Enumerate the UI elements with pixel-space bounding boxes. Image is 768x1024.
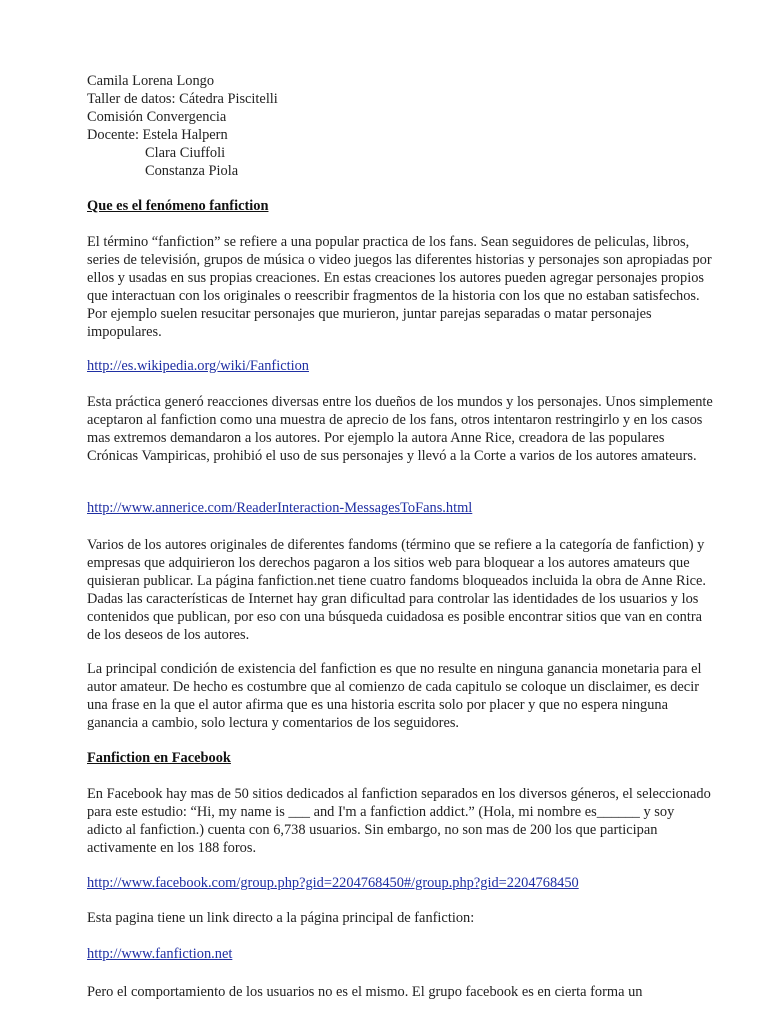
section-heading: Que es el fenómeno fanfiction	[87, 198, 269, 214]
paragraph	[73, 394, 713, 466]
paragraph-text: El término “fanfiction” se refiere a una popular practica de los fans. Sean seguidores de peliculas, libros, series de televisión, grupos de música o video juegos las diferentes historias y personajes son apropiadas por ellos y usadas en sus propias creaciones. En estas creaciones los autores pueden agregar personajes propios que interactuan con los originales o reescribir fragmentos de la historia con los que no estaban satisfechos. Por ejemplo suelen resucitar personajes que murieron, juntar parejas separadas o matar personajes impopulares.	[87, 234, 712, 340]
teacher-line: Clara Ciuffoli	[145, 144, 226, 161]
paragraph	[73, 537, 713, 644]
paragraph	[73, 234, 713, 341]
teacher-line: Constanza Piola	[145, 162, 239, 179]
paragraph-text: En Facebook hay mas de 50 sitios dedicados al fanfiction separados en los diversos géneros, el seleccionado para este estudio: “Hi, my name is ___ and I'm a fanfiction addict.” (Hola, mi nombre es______ y soy adicto al fanfiction.) cuenta con 6,738 usuarios. Sin embargo, no son mas de 200 los que participan activamente en los 188 foros.	[87, 786, 711, 856]
reference-link-line	[87, 946, 232, 964]
paragraph	[73, 786, 713, 858]
wikipedia-link[interactable]: http://es.wikipedia.org/wiki/Fanfiction	[87, 358, 309, 374]
paragraph-text: Pero el comportamiento de los usuarios no es el mismo. El grupo facebook es en cierta forma un	[87, 984, 643, 1000]
document-header	[73, 73, 713, 180]
paragraph	[73, 984, 713, 1002]
facebook-group-link[interactable]: http://www.facebook.com/group.php?gid=2204768450#/group.php?gid=2204768450	[87, 875, 579, 891]
reference-link-line	[87, 875, 579, 893]
paragraph-text: Varios de los autores originales de diferentes fandoms (término que se refiere a la categoría de fanfiction) y empresas que adquirieron los derechos pagaron a los sitios web para bloquear a los autores amateurs que quisieran publicar. La página fanfiction.net tiene cuatro fandoms bloqueados incluida la obra de Anne Rice. Dadas las características de Internet hay gran dificultad para controlar las identidades de los usuarios y los contenidos que publican, por eso con una búsqueda cuidadosa es posible encontrar sitios que van en contra de los deseos de los autores.	[87, 537, 706, 643]
reference-link-line	[87, 358, 309, 376]
paragraph	[73, 910, 713, 928]
teacher-line: Docente: Estela Halpern	[87, 126, 228, 143]
paragraph-text: Esta pagina tiene un link directo a la página principal de fanfiction:	[87, 910, 475, 926]
section-heading: Fanfiction en Facebook	[87, 750, 231, 766]
paragraph-text: Esta práctica generó reacciones diversas entre los dueños de los mundos y los personajes. Unos simplemente aceptaron al fanfiction como una muestra de aprecio de los fans, otros intentaron restringirlo y en los casos mas extremos demandaron a los autores. Por ejemplo la autora Anne Rice, creadora de las populares Crónicas Vampiricas, prohibió el uso de sus personajes y llevó a la Corte a varios de los autores amateurs.	[87, 394, 713, 464]
author-name: Camila Lorena Longo	[87, 73, 215, 89]
reference-link-line	[87, 500, 472, 518]
course-name: Taller de datos: Cátedra Piscitelli	[87, 90, 278, 107]
paragraph	[73, 661, 713, 733]
commission-name: Comisión Convergencia	[87, 108, 227, 125]
paragraph-text: La principal condición de existencia del fanfiction es que no resulte en ninguna ganancia monetaria para el autor amateur. De hecho es costumbre que al comienzo de cada capitulo se coloque un disclaimer, es decir una frase en la que el autor afirma que es una historia escrita solo por placer y que no espera ninguna ganancia a cambio, solo lectura y comentarios de los seguidores.	[87, 661, 702, 731]
fanfiction-site-link[interactable]: http://www.fanfiction.net	[87, 946, 233, 962]
annerice-link[interactable]: http://www.annerice.com/ReaderInteraction-MessagesToFans.html	[87, 500, 473, 516]
